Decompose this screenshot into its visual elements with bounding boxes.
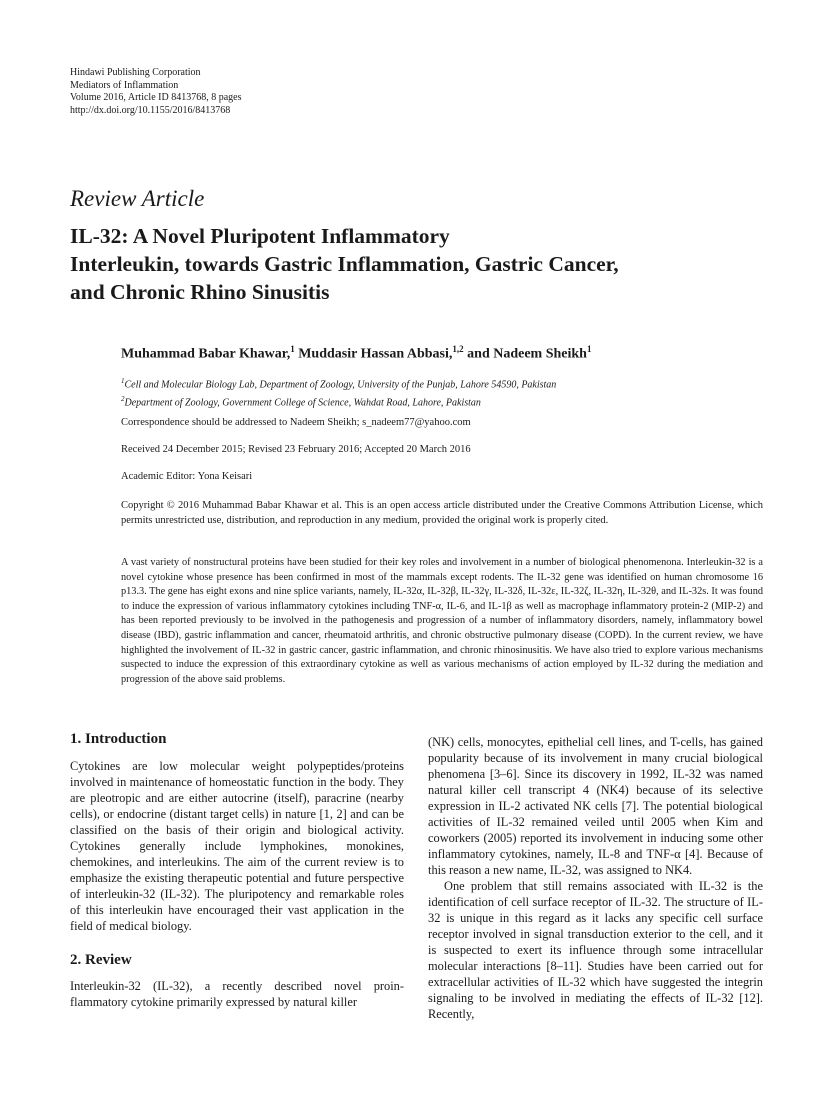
right-column [428, 734, 763, 1022]
journal-header [70, 67, 241, 117]
author-sup: 1 [290, 344, 295, 354]
correspondence: Correspondence should be addressed to Nadeem Sheikh; s_nadeem77@yahoo.com [121, 417, 471, 428]
section-heading-introduction: 1. Introduction [70, 731, 167, 747]
intro-paragraph: Cytokines are low molecular weight polypeptides/proteins involved in maintenance of homeostatic function in the body. They are pleotropic and are either autocrine (itself), paracrine (nearby cells), or endocrine (distant target cells) in nature [1, 2] and can be classified on the basis of their origin and biological activity. Cytokines generally include lymphokines, monokines, chemokines, and interleukins. The aim of the current review is to emphasize the existing therapeutic potential and future perspective of interleukin-32 (IL-32). The pluripotency and remarkable roles of this interleukin have encouraged their vast application in the field of medical biology. [70, 759, 404, 933]
left-column [70, 731, 404, 1010]
title-line: IL-32: A Novel Pluripotent Inflammatory [70, 224, 450, 248]
author-name: Muhammad Babar Khawar, [121, 346, 291, 362]
academic-editor: Academic Editor: Yona Keisari [121, 471, 253, 482]
volume-info: Volume 2016, Article ID 8413768, 8 pages [70, 92, 242, 103]
journal-name: Mediators of Inflammation [70, 79, 179, 91]
author-sup: 1 [586, 344, 592, 354]
title-line: Interleukin, towards Gastric Inflammation, Gastric Cancer, [70, 252, 619, 276]
author-name: and Nadeem Sheikh [463, 346, 587, 362]
article-type: Review Article [70, 186, 205, 211]
title-line: and Chronic Rhino Sinusitis [70, 280, 330, 304]
body-paragraph: One problem that still remains associated with IL-32 is the identification of cell surface receptor of IL-32. The structure of IL-32 is unique in this regard as it lacks any specific cell surface receptor involved in signal transduction exterior to the cell, and it is suspected to exert its influence through some intracellular molecular interactions [8–11]. Studies have been carried out for extracellular activities of IL-32 which have suggested the integrin signaling to be involved in mediating the effects of IL-32 [12]. Recently, [428, 879, 763, 1021]
section-heading-review: 2. Review [70, 952, 132, 968]
affiliation: $^1$Cell and Molecular Biology Lab, Department of Zoology, University of the Punjab, Lahore 54590, Pakistan [121, 377, 557, 391]
copyright: Copyright © 2016 Muhammad Babar Khawar et al. This is an open access article distributed under the Creative Commons Attribution License, which permits unrestricted use, distribution, and reproduction in any medium, provided the original work is properly cited. [121, 500, 763, 526]
body-paragraph: (NK) cells, monocytes, epithelial cell lines, and T-cells, has gained popularity because of its involvement in many crucial biological phenomena [3–6]. Since its discovery in 1992, IL-32 was named natural killer cell transcript 4 (NK4) because of its selective expression in IL-2 activated NK cells [7]. The potential biological activities of IL-32 remained veiled until 2005 when Kim and coworkers (2005) reported its involvement in inducing some other inflammatory cytokines, namely, IL-8 and TNF-α [4]. Because of this reason a new name, IL-32, was assigned to NK4. [428, 735, 763, 877]
author-sup: 1,2 [452, 344, 464, 354]
paper-title [70, 222, 790, 306]
author-list [121, 344, 591, 363]
dates: Received 24 December 2015; Revised 23 February 2016; Accepted 20 March 2016 [121, 444, 471, 455]
abstract: A vast variety of nonstructural proteins have been studied for their key roles and involvement in a number of biological phenomenona. Interleukin-32 is a novel cytokine whose presence has been confirmed in most of the mammals except rodents. The IL-32 gene was identified on human chromosome 16 p13.3. The gene has eight exons and nine splice variants, namely, IL-32α, IL-32β, IL-32γ, IL-32δ, IL-32ε, IL-32ζ, IL-32η, IL-32θ, and IL-32s. It was found to induce the expression of various inflammatory cytokines including TNF-α, IL-6, and IL-1β as well as macrophage inflammatory protein-2 (MIP-2) and has been reported previously to be involved in the pathogenesis and progression of a number of inflammatory disorders, namely, inflammatory bowel disease (IBD), gastric inflammation and cancer, rheumatoid arthritis, and chronic obstructive pulmonary disease (COPD). In the current review, we have highlighted the involvement of IL-32 in gastric cancer, gastric inflammation, and chronic rhinosinusitis. We have also tried to explore various mechanisms suspected to induce the expression of this extraordinary cytokine as well as various mechanisms of action employed by IL-32 during the mediation and progression of the above said problems. [121, 557, 763, 685]
review-paragraph: Interleukin-32 (IL-32), a recently described novel proin-flammatory cytokine primarily expressed by natural killer [70, 979, 404, 1009]
affiliations [121, 374, 556, 411]
publisher: Hindawi Publishing Corporation [70, 67, 201, 78]
doi-link[interactable]: http://dx.doi.org/10.1155/2016/8413768 [70, 104, 231, 116]
affiliation: $^2$Department of Zoology, Government College of Science, Wahdat Road, Lahore, Pakistan [121, 395, 481, 409]
author-name: Muddasir Hassan Abbasi, [294, 346, 453, 362]
